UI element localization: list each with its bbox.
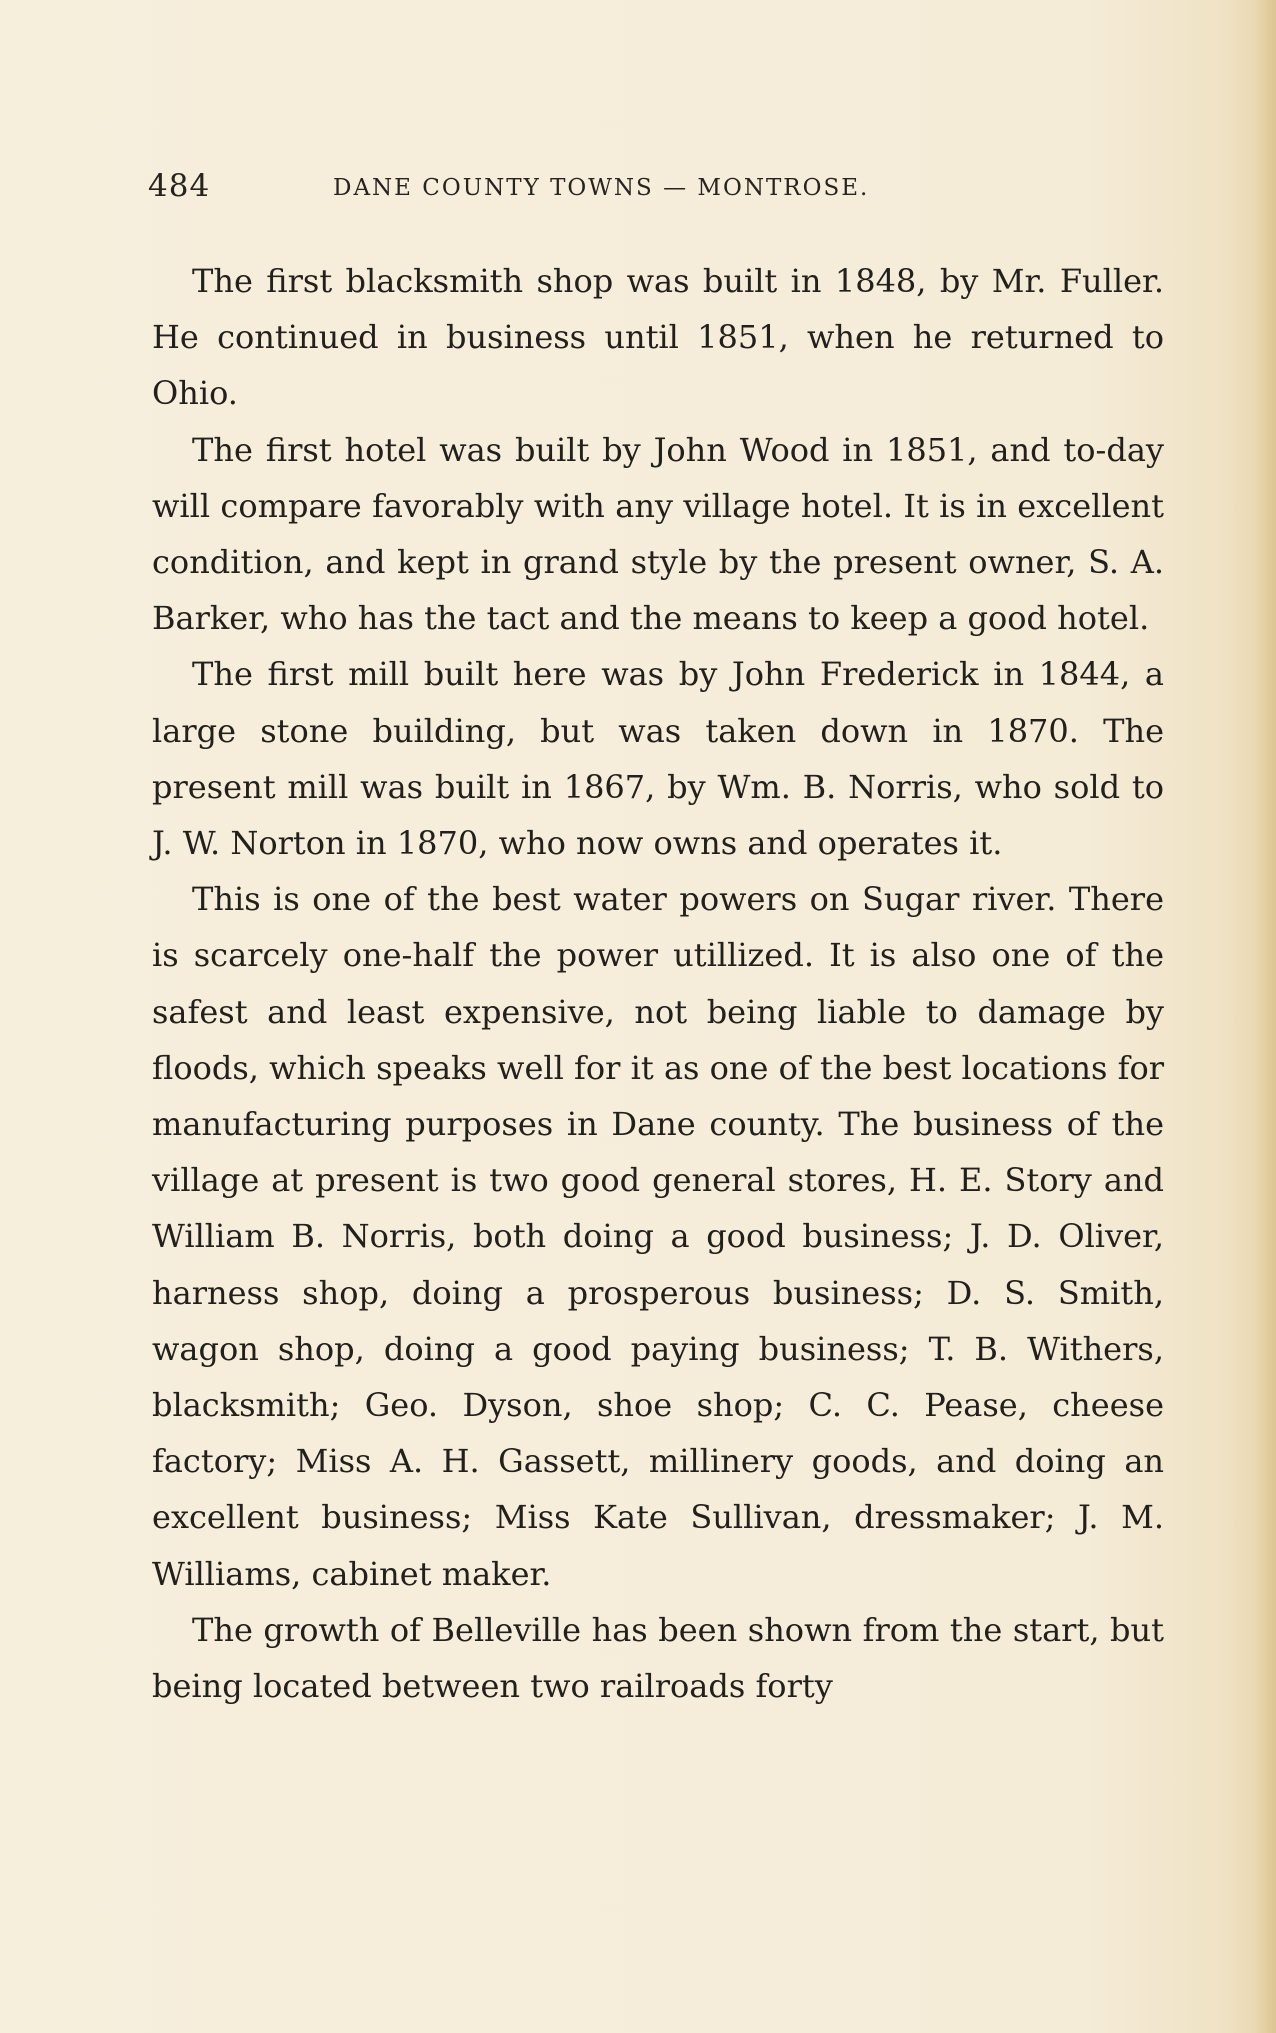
page-header	[148, 168, 1168, 212]
running-head: DANE COUNTY TOWNS — MONTROSE.	[333, 175, 870, 201]
body-text	[152, 253, 1164, 1714]
page-edge-shading	[1254, 0, 1276, 2033]
paragraph-growth: The growth of Belleville has been shown from the start, but being located between two railroads forty	[152, 1610, 1164, 1706]
paragraph-mill: The first mill built here was by John Frederick in 1844, a large stone building, but was taken down in 1870. The present mill was built in 1867, by Wm. B. Norris, who sold to J. W. Norton in 1870, who now owns and operates it.	[152, 655, 1164, 863]
paragraph-blacksmith: The first blacksmith shop was built in 1848, by Mr. Fuller. He continued in business until 1851, when he returned to Ohio.	[152, 262, 1164, 413]
paragraph-hotel: The first hotel was built by John Wood in 1851, and to-day will compare favorably with any village hotel. It is in excellent condition, and kept in grand style by the present owner, S. A. Barker, who has the tact and the means to keep a good hotel.	[152, 430, 1164, 638]
paragraph-water-power: This is one of the best water powers on Sugar river. There is scarcely one-half the power utillized. It is also one of the safest and least expensive, not being liable to damage by floods, which speaks well for it as one of the best locations for manufacturing purposes in Dane county. The business of the village at present is two good general stores, H. E. Story and William B. Norris, both doing a good business; J. D. Oliver, harness shop, doing a prosperous business; D. S. Smith, wagon shop, doing a good paying business; T. B. Withers, blacksmith; Geo. Dyson, shoe shop; C. C. Pease, cheese factory; Miss A. H. Gassett, millinery goods, and doing an excellent business; Miss Kate Sullivan, dressmaker; J. M. Williams, cabinet maker.	[152, 880, 1164, 1593]
page-number: 484	[148, 168, 211, 204]
